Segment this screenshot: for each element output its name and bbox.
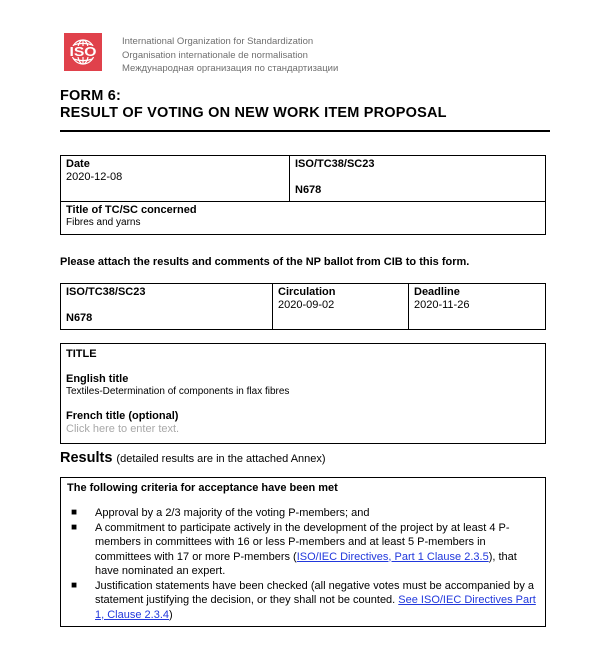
- committee-cell: [290, 156, 546, 202]
- results-box: [60, 477, 546, 627]
- spacer: [66, 398, 540, 410]
- org-names: [122, 35, 338, 76]
- circulation-date: 2020-09-02: [278, 299, 335, 311]
- org-name-en: International Organization for Standardization: [122, 36, 314, 47]
- french-title-input-placeholder[interactable]: Click here to enter text.: [66, 423, 180, 435]
- criteria-text-segment: ), that have nominated an expert.: [95, 550, 517, 577]
- ballot-committee: ISO/TC38/SC23: [66, 286, 146, 298]
- criteria-item-justification: [67, 579, 539, 623]
- ballot-document-number: N678: [66, 312, 93, 324]
- english-title-value: Textiles-Determination of components in flax fibres: [66, 386, 290, 397]
- criteria-text-segment: Approval by a 2/3 majority of the voting P-members; and: [95, 507, 370, 519]
- square-bullet-icon: ■: [71, 579, 78, 591]
- spacer: [66, 361, 540, 373]
- directives-clause-2-3-4-link[interactable]: See ISO/IEC Directives Part 1, Clause 2.3.4: [95, 594, 536, 621]
- tc-title-label: Title of TC/SC concerned: [66, 204, 197, 216]
- criteria-item-text: [95, 506, 539, 521]
- tc-title-value: Fibres and yarns: [66, 217, 141, 228]
- committee-value: ISO/TC38/SC23: [295, 158, 375, 170]
- square-bullet-icon: ■: [71, 521, 78, 533]
- org-name-ru: Международная организация по стандартизации: [122, 63, 339, 74]
- criteria-text-segment: Justification statements have been checked (all negative votes must be accompanied by a statement justifying the decision, or they shall not be counted.: [95, 579, 535, 606]
- form-title-line1: FORM 6:: [60, 88, 122, 104]
- french-title-label: French title (optional): [66, 410, 179, 422]
- circulation-cell: [273, 284, 409, 330]
- square-bullet-icon: ■: [71, 507, 78, 518]
- english-title-label: English title: [66, 373, 129, 385]
- circulation-label: Circulation: [278, 286, 336, 298]
- deadline-cell: [409, 284, 546, 330]
- ballot-committee-cell: [61, 284, 273, 330]
- ballot-table: [60, 283, 546, 330]
- document-header: [64, 33, 338, 76]
- date-cell: [61, 156, 290, 202]
- info-table: [60, 155, 546, 235]
- criteria-text-segment: ): [169, 608, 173, 621]
- attach-note: Please attach the results and comments of the NP ballot from CIB to this form.: [60, 256, 470, 268]
- title-rule: [60, 130, 550, 132]
- document-number: N678: [295, 184, 322, 196]
- results-heading: [60, 450, 326, 466]
- results-heading-text: Results: [60, 450, 113, 466]
- deadline-label: Deadline: [414, 286, 460, 298]
- deadline-date: 2020-11-26: [414, 299, 470, 311]
- directives-clause-2-3-5-link[interactable]: ISO/IEC Directives, Part 1 Clause 2.3.5: [296, 550, 489, 563]
- criteria-item-approval: [67, 506, 539, 521]
- date-label: Date: [66, 158, 90, 170]
- criteria-heading: The following criteria for acceptance have been met: [67, 482, 338, 494]
- criteria-item-text: [95, 579, 539, 623]
- form-title-line2: RESULT OF VOTING ON NEW WORK ITEM PROPOSAL: [60, 105, 447, 121]
- tc-title-cell: [61, 202, 546, 235]
- criteria-item-text: [95, 521, 539, 579]
- org-name-fr: Organisation internationale de normalisation: [122, 49, 308, 61]
- results-heading-note: (detailed results are in the attached Annex): [116, 453, 326, 465]
- iso-logo: [64, 33, 102, 71]
- criteria-item-commitment: [67, 521, 539, 579]
- criteria-list: [67, 506, 539, 622]
- date-value: 2020-12-08: [66, 171, 123, 183]
- criteria-text-segment: A commitment to participate actively in the development of the project by at least 4 P-members in committees with 16 or less P-members and at least 5 P-members in committees with 17 or more P-members (: [95, 521, 510, 563]
- title-box: [60, 343, 546, 444]
- iso-logo-text: ISO: [69, 44, 97, 59]
- form-title: [60, 88, 447, 122]
- title-box-heading: TITLE: [66, 348, 97, 360]
